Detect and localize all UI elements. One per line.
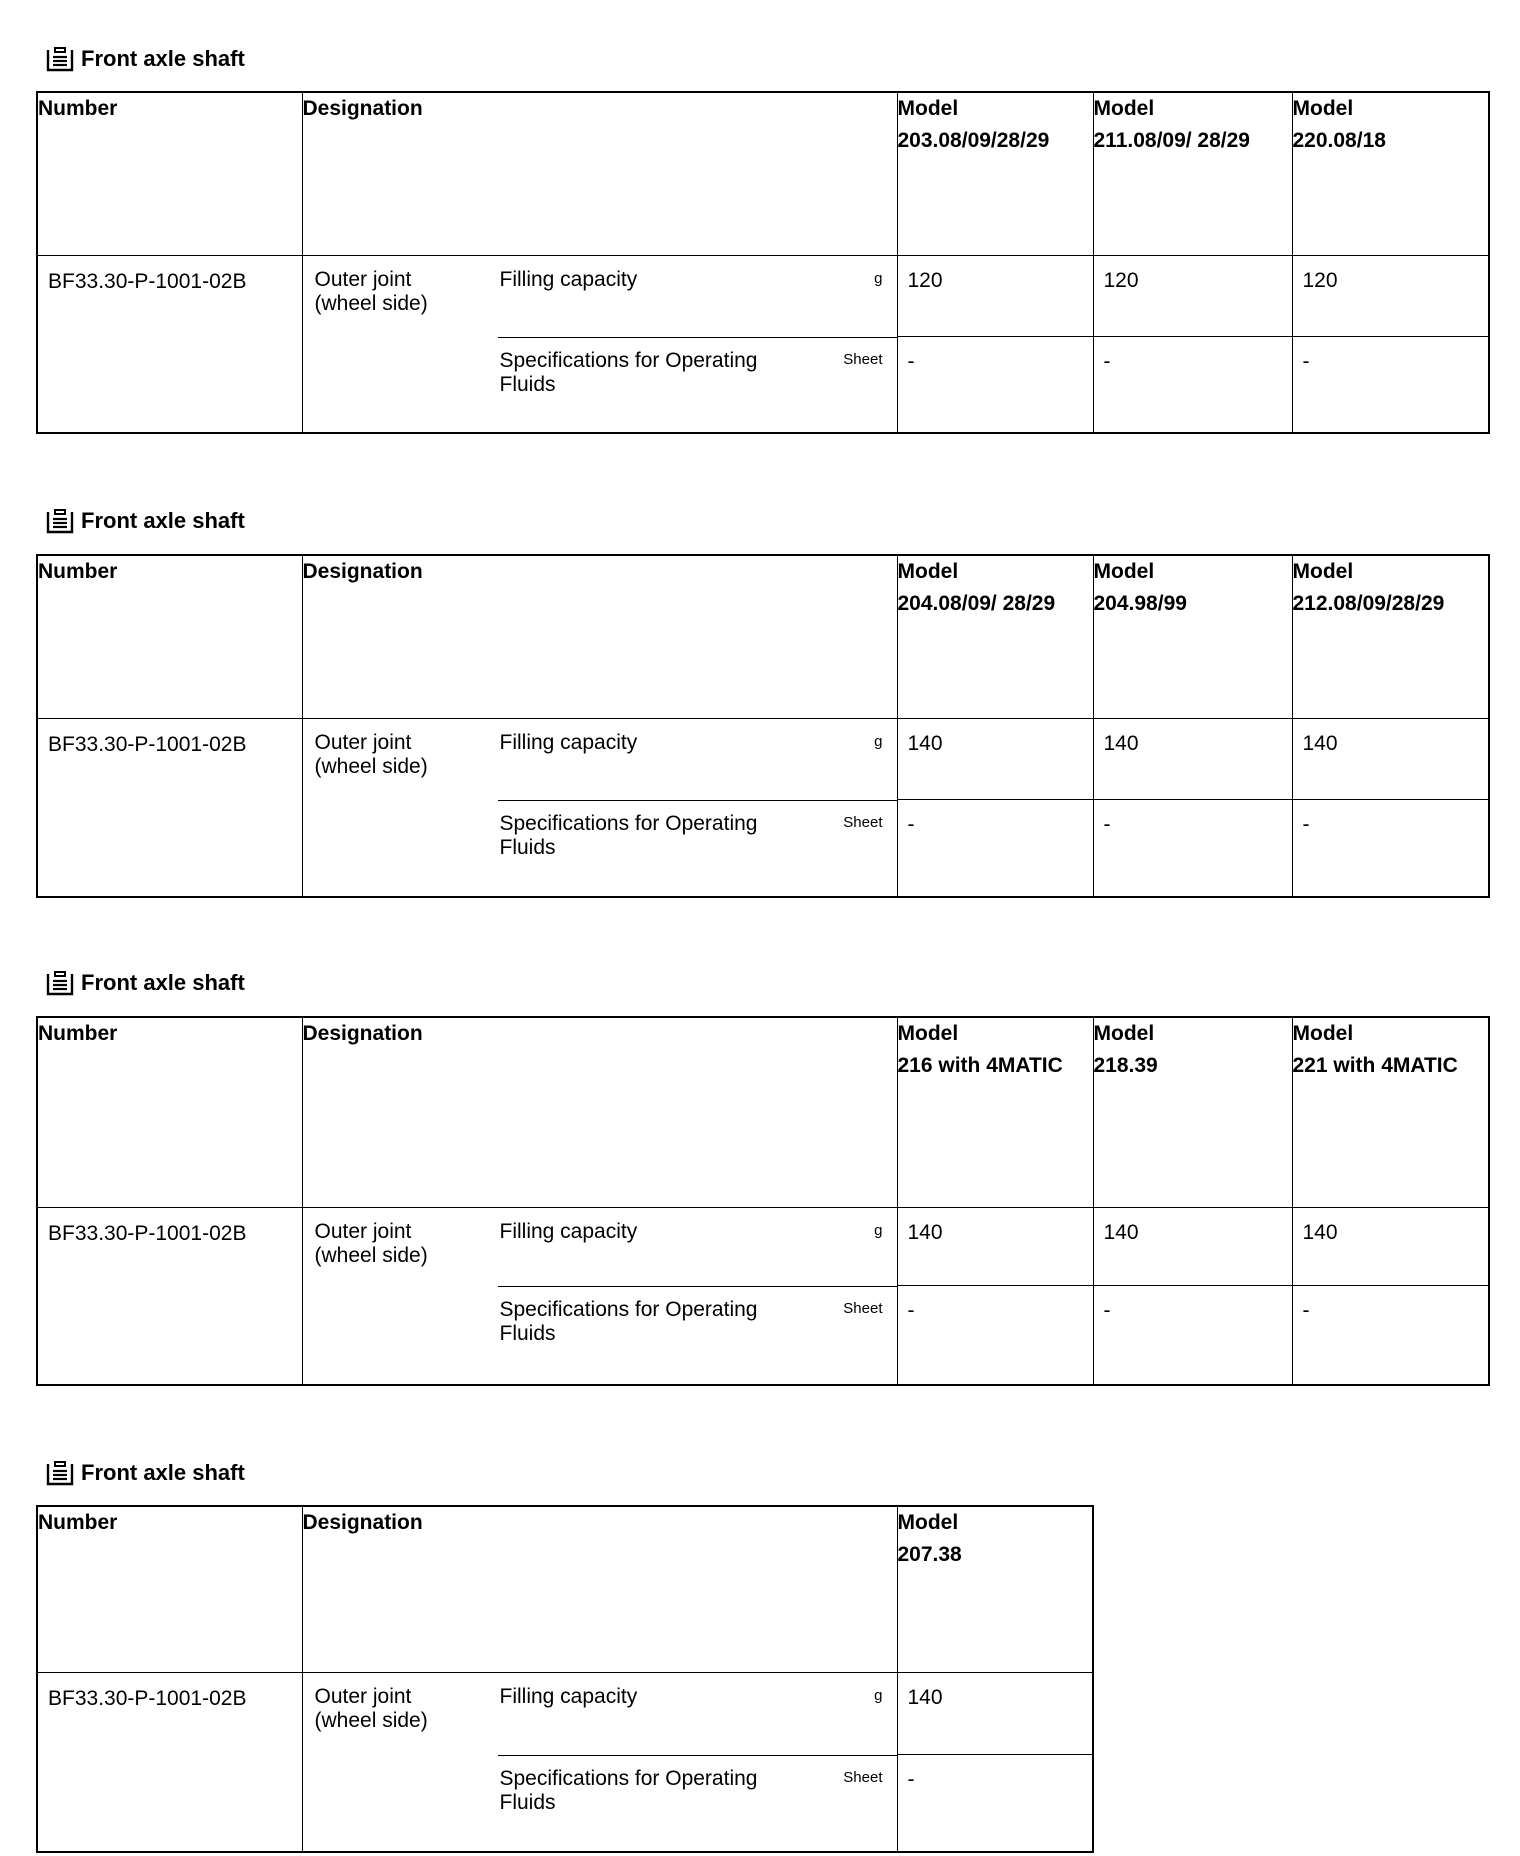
section-title (45, 506, 245, 536)
value-cell: - (897, 1286, 1093, 1385)
designation-cell (302, 255, 897, 433)
header-model (1093, 1017, 1292, 1207)
model-code: 203.08/09/28/29 (897, 129, 1050, 152)
header-row (37, 555, 1489, 718)
spec-table (36, 1016, 1490, 1386)
spec-unit: Sheet (843, 350, 883, 368)
spec-unit: Sheet (843, 813, 883, 831)
section-title-text: Front axle shaft (81, 46, 245, 71)
spec-unit: g (874, 269, 883, 287)
section-title-text: Front axle shaft (81, 508, 245, 533)
spec-unit: g (874, 732, 883, 750)
model-code: 207.38 (897, 1543, 962, 1566)
document-number: BF33.30-P-1001-02B (37, 255, 302, 433)
model-label: Model (1292, 97, 1354, 120)
spec-unit: g (874, 1221, 883, 1239)
component-label: Outer joint (wheel side) (314, 1219, 428, 1267)
header-model (1292, 92, 1489, 255)
value-cell: 120 (1093, 255, 1292, 337)
spec-table (36, 91, 1490, 434)
header-model (897, 555, 1093, 718)
table-row (37, 255, 1489, 337)
header-row (37, 92, 1489, 255)
document-number: BF33.30-P-1001-02B (37, 718, 302, 897)
spec-unit: Sheet (843, 1768, 883, 1786)
model-label: Model (1093, 560, 1155, 583)
model-code: 216 with 4MATIC (897, 1054, 1063, 1077)
section-title (45, 44, 245, 74)
header-number: Number (37, 1017, 302, 1207)
row-divider (498, 337, 897, 338)
spec-unit: Sheet (843, 1299, 883, 1317)
value-cell: - (1093, 1286, 1292, 1385)
spec-table (36, 1505, 1094, 1853)
row-divider (498, 800, 897, 801)
value-cell: - (1292, 337, 1489, 433)
model-label: Model (1093, 97, 1155, 120)
spec-label: Filling capacity (499, 730, 638, 754)
spec-unit: g (874, 1686, 883, 1704)
spec-label: Specifications for Operating Fluids (499, 811, 758, 859)
header-model (1292, 1017, 1489, 1207)
header-number: Number (37, 92, 302, 255)
value-cell: 120 (897, 255, 1093, 337)
document-number: BF33.30-P-1001-02B (37, 1207, 302, 1385)
document-list-icon (45, 45, 75, 73)
table-row (37, 1207, 1489, 1286)
header-row (37, 1506, 1093, 1672)
value-cell: 140 (897, 718, 1093, 800)
model-code: 204.98/99 (1093, 592, 1187, 615)
header-model (897, 1506, 1093, 1672)
spec-label: Filling capacity (499, 267, 638, 291)
header-row (37, 1017, 1489, 1207)
model-label: Model (897, 560, 959, 583)
row-divider (498, 1755, 897, 1756)
designation-cell (302, 718, 897, 897)
model-code: 218.39 (1093, 1054, 1158, 1077)
component-label: Outer joint (wheel side) (314, 267, 428, 315)
model-code: 204.08/09/ 28/29 (897, 592, 1056, 615)
model-code: 220.08/18 (1292, 129, 1386, 152)
header-designation: Designation (302, 1017, 897, 1207)
component-label: Outer joint (wheel side) (314, 1684, 428, 1732)
value-cell: 140 (897, 1207, 1093, 1286)
header-model (1093, 555, 1292, 718)
spec-label: Specifications for Operating Fluids (499, 348, 758, 396)
model-label: Model (1093, 1022, 1155, 1045)
section-title-text: Front axle shaft (81, 1460, 245, 1485)
value-cell: 140 (1093, 1207, 1292, 1286)
value-cell: - (897, 337, 1093, 433)
model-label: Model (897, 1022, 959, 1045)
value-cell: - (897, 1755, 1093, 1852)
model-label: Model (897, 97, 959, 120)
value-cell: 140 (897, 1672, 1093, 1755)
document-list-icon (45, 1459, 75, 1487)
table-row (37, 1672, 1093, 1755)
header-model (1292, 555, 1489, 718)
section-title-text: Front axle shaft (81, 970, 245, 995)
model-code: 212.08/09/28/29 (1292, 592, 1445, 615)
header-number: Number (37, 555, 302, 718)
value-cell: 140 (1292, 718, 1489, 800)
component-label: Outer joint (wheel side) (314, 730, 428, 778)
header-designation: Designation (302, 555, 897, 718)
spec-label: Filling capacity (499, 1684, 638, 1708)
value-cell: - (1292, 1286, 1489, 1385)
model-label: Model (1292, 1022, 1354, 1045)
value-cell: - (1093, 800, 1292, 897)
header-designation: Designation (302, 92, 897, 255)
value-cell: - (1093, 337, 1292, 433)
value-cell: 140 (1292, 1207, 1489, 1286)
document-list-icon (45, 507, 75, 535)
spec-table (36, 554, 1490, 898)
model-label: Model (1292, 560, 1354, 583)
value-cell: - (1292, 800, 1489, 897)
spec-label: Specifications for Operating Fluids (499, 1766, 758, 1814)
header-designation: Designation (302, 1506, 897, 1672)
spec-label: Filling capacity (499, 1219, 638, 1243)
document-list-icon (45, 969, 75, 997)
header-number: Number (37, 1506, 302, 1672)
document-number: BF33.30-P-1001-02B (37, 1672, 302, 1852)
value-cell: - (897, 800, 1093, 897)
value-cell: 120 (1292, 255, 1489, 337)
header-model (897, 92, 1093, 255)
section-title (45, 1458, 245, 1488)
model-code: 221 with 4MATIC (1292, 1054, 1458, 1077)
header-model (897, 1017, 1093, 1207)
header-model (1093, 92, 1292, 255)
model-label: Model (897, 1511, 959, 1534)
designation-cell (302, 1672, 897, 1852)
section-title (45, 968, 245, 998)
designation-cell (302, 1207, 897, 1385)
value-cell: 140 (1093, 718, 1292, 800)
table-row (37, 718, 1489, 800)
row-divider (498, 1286, 897, 1287)
model-code: 211.08/09/ 28/29 (1093, 129, 1250, 152)
spec-label: Specifications for Operating Fluids (499, 1297, 758, 1345)
